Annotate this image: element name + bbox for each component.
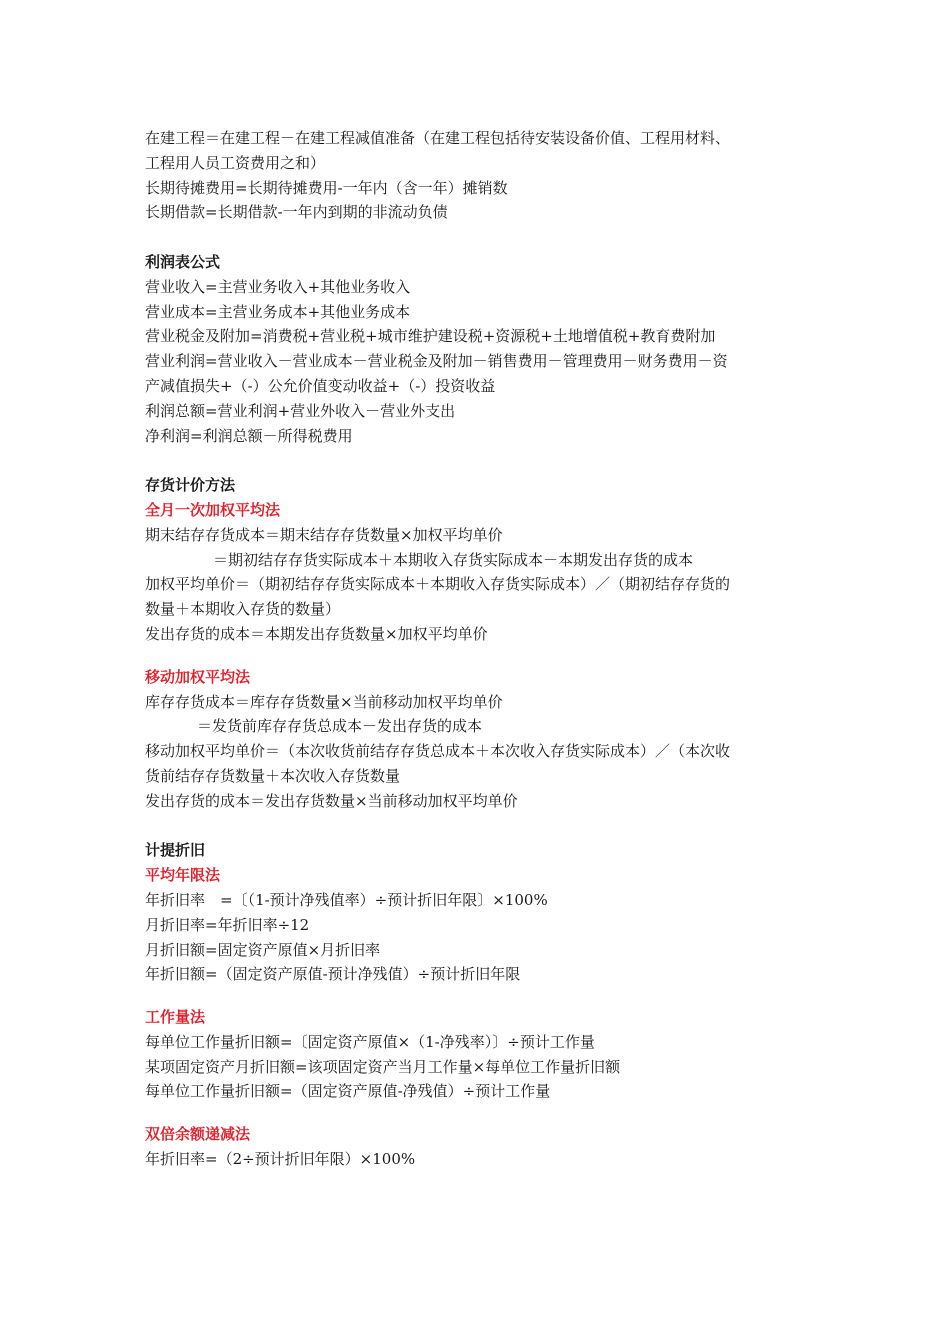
subheading-moving-average: 移动加权平均法 [145,667,251,686]
text-line: 每单位工作量折旧额=（固定资产原值-净残值）÷预计工作量 [145,1082,551,1101]
text-line: 营业收入=主营业务收入+其他业务收入 [145,277,411,296]
subheading-straight-line: 平均年限法 [145,866,221,885]
text-line: 某项固定资产月折旧额=该项固定资产当月工作量×每单位工作量折旧额 [145,1057,621,1076]
section-heading-income: 利润表公式 [145,252,221,271]
text-line: 营业税金及附加=消费税+营业税+城市维护建设税+资源税+土地增值税+教育费附加 [145,327,716,346]
text-line: 库存存货成本＝库存存货数量×当前移动加权平均单价 [145,692,503,711]
document-page [145,126,805,1172]
text-line: 数量＋本期收入存货的数量） [145,600,341,619]
text-line: 利润总额=营业利润+营业外收入－营业外支出 [145,401,456,420]
text-line: 营业利润=营业收入－营业成本－营业税金及附加－销售费用－管理费用－财务费用－资 [145,352,728,371]
text-line: 年折旧率 =〔（1-预计净残值率）÷预计折旧年限〕×100% [145,890,548,909]
text-line: 每单位工作量折旧额=〔固定资产原值×（1-净残率）〕÷预计工作量 [145,1032,595,1051]
text-line: 加权平均单价＝（期初结存存货实际成本＋本期收入存货实际成本）／（期初结存存货的 [145,575,731,594]
text-line: 期末结存存货成本＝期末结存存货数量×加权平均单价 [145,525,503,544]
section-heading-inventory: 存货计价方法 [145,476,236,495]
spacer [145,225,805,250]
subheading-units-of-production: 工作量法 [145,1008,206,1027]
text-line: 发出存货的成本＝本期发出存货数量×加权平均单价 [145,624,488,643]
text-line: 年折旧额=（固定资产原值-预计净残值）÷预计折旧年限 [145,965,521,984]
text-line: 移动加权平均单价＝（本次收货前结存存货总成本＋本次收入存货实际成本）／（本次收 [145,742,731,761]
text-line: 月折旧率=年折旧率÷12 [145,915,310,934]
subheading-weighted-average: 全月一次加权平均法 [145,500,281,519]
text-line: 产减值损失+（-）公允价值变动收益+（-）投资收益 [145,376,496,395]
text-line: 货前结存存货数量＋本次收入存货数量 [145,766,401,785]
text-line: 营业成本=主营业务成本+其他业务成本 [145,302,411,321]
subheading-double-declining: 双倍余额递减法 [145,1125,251,1144]
text-line: 在建工程＝在建工程－在建工程减值准备（在建工程包括待安装设备价值、工程用材料、 [145,129,731,147]
text-line: 年折旧率=（2÷预计折旧年限）×100% [145,1150,416,1169]
spacer [145,448,805,473]
text-line: 净利润=利润总额－所得税费用 [145,426,353,445]
text-line: 发出存货的成本＝发出存货数量×当前移动加权平均单价 [145,791,518,810]
spacer [145,987,805,1005]
text-line: 长期借款=长期借款-一年内到期的非流动负债 [145,203,448,222]
spacer [145,647,805,665]
text-line: ＝发货前库存存货总成本－发出存货的成本 [197,717,483,736]
text-line: 月折旧额=固定资产原值×月折旧率 [145,940,381,959]
text-line: ＝期初结存存货实际成本＋本期收入存货实际成本－本期发出存货的成本 [213,550,694,569]
spacer [145,1104,805,1122]
text-line: 工程用人员工资费用之和） [145,153,326,172]
section-heading-depreciation: 计提折旧 [145,841,206,860]
text-line: 长期待摊费用=长期待摊费用-一年内（含一年）摊销数 [145,178,508,197]
spacer [145,814,805,839]
